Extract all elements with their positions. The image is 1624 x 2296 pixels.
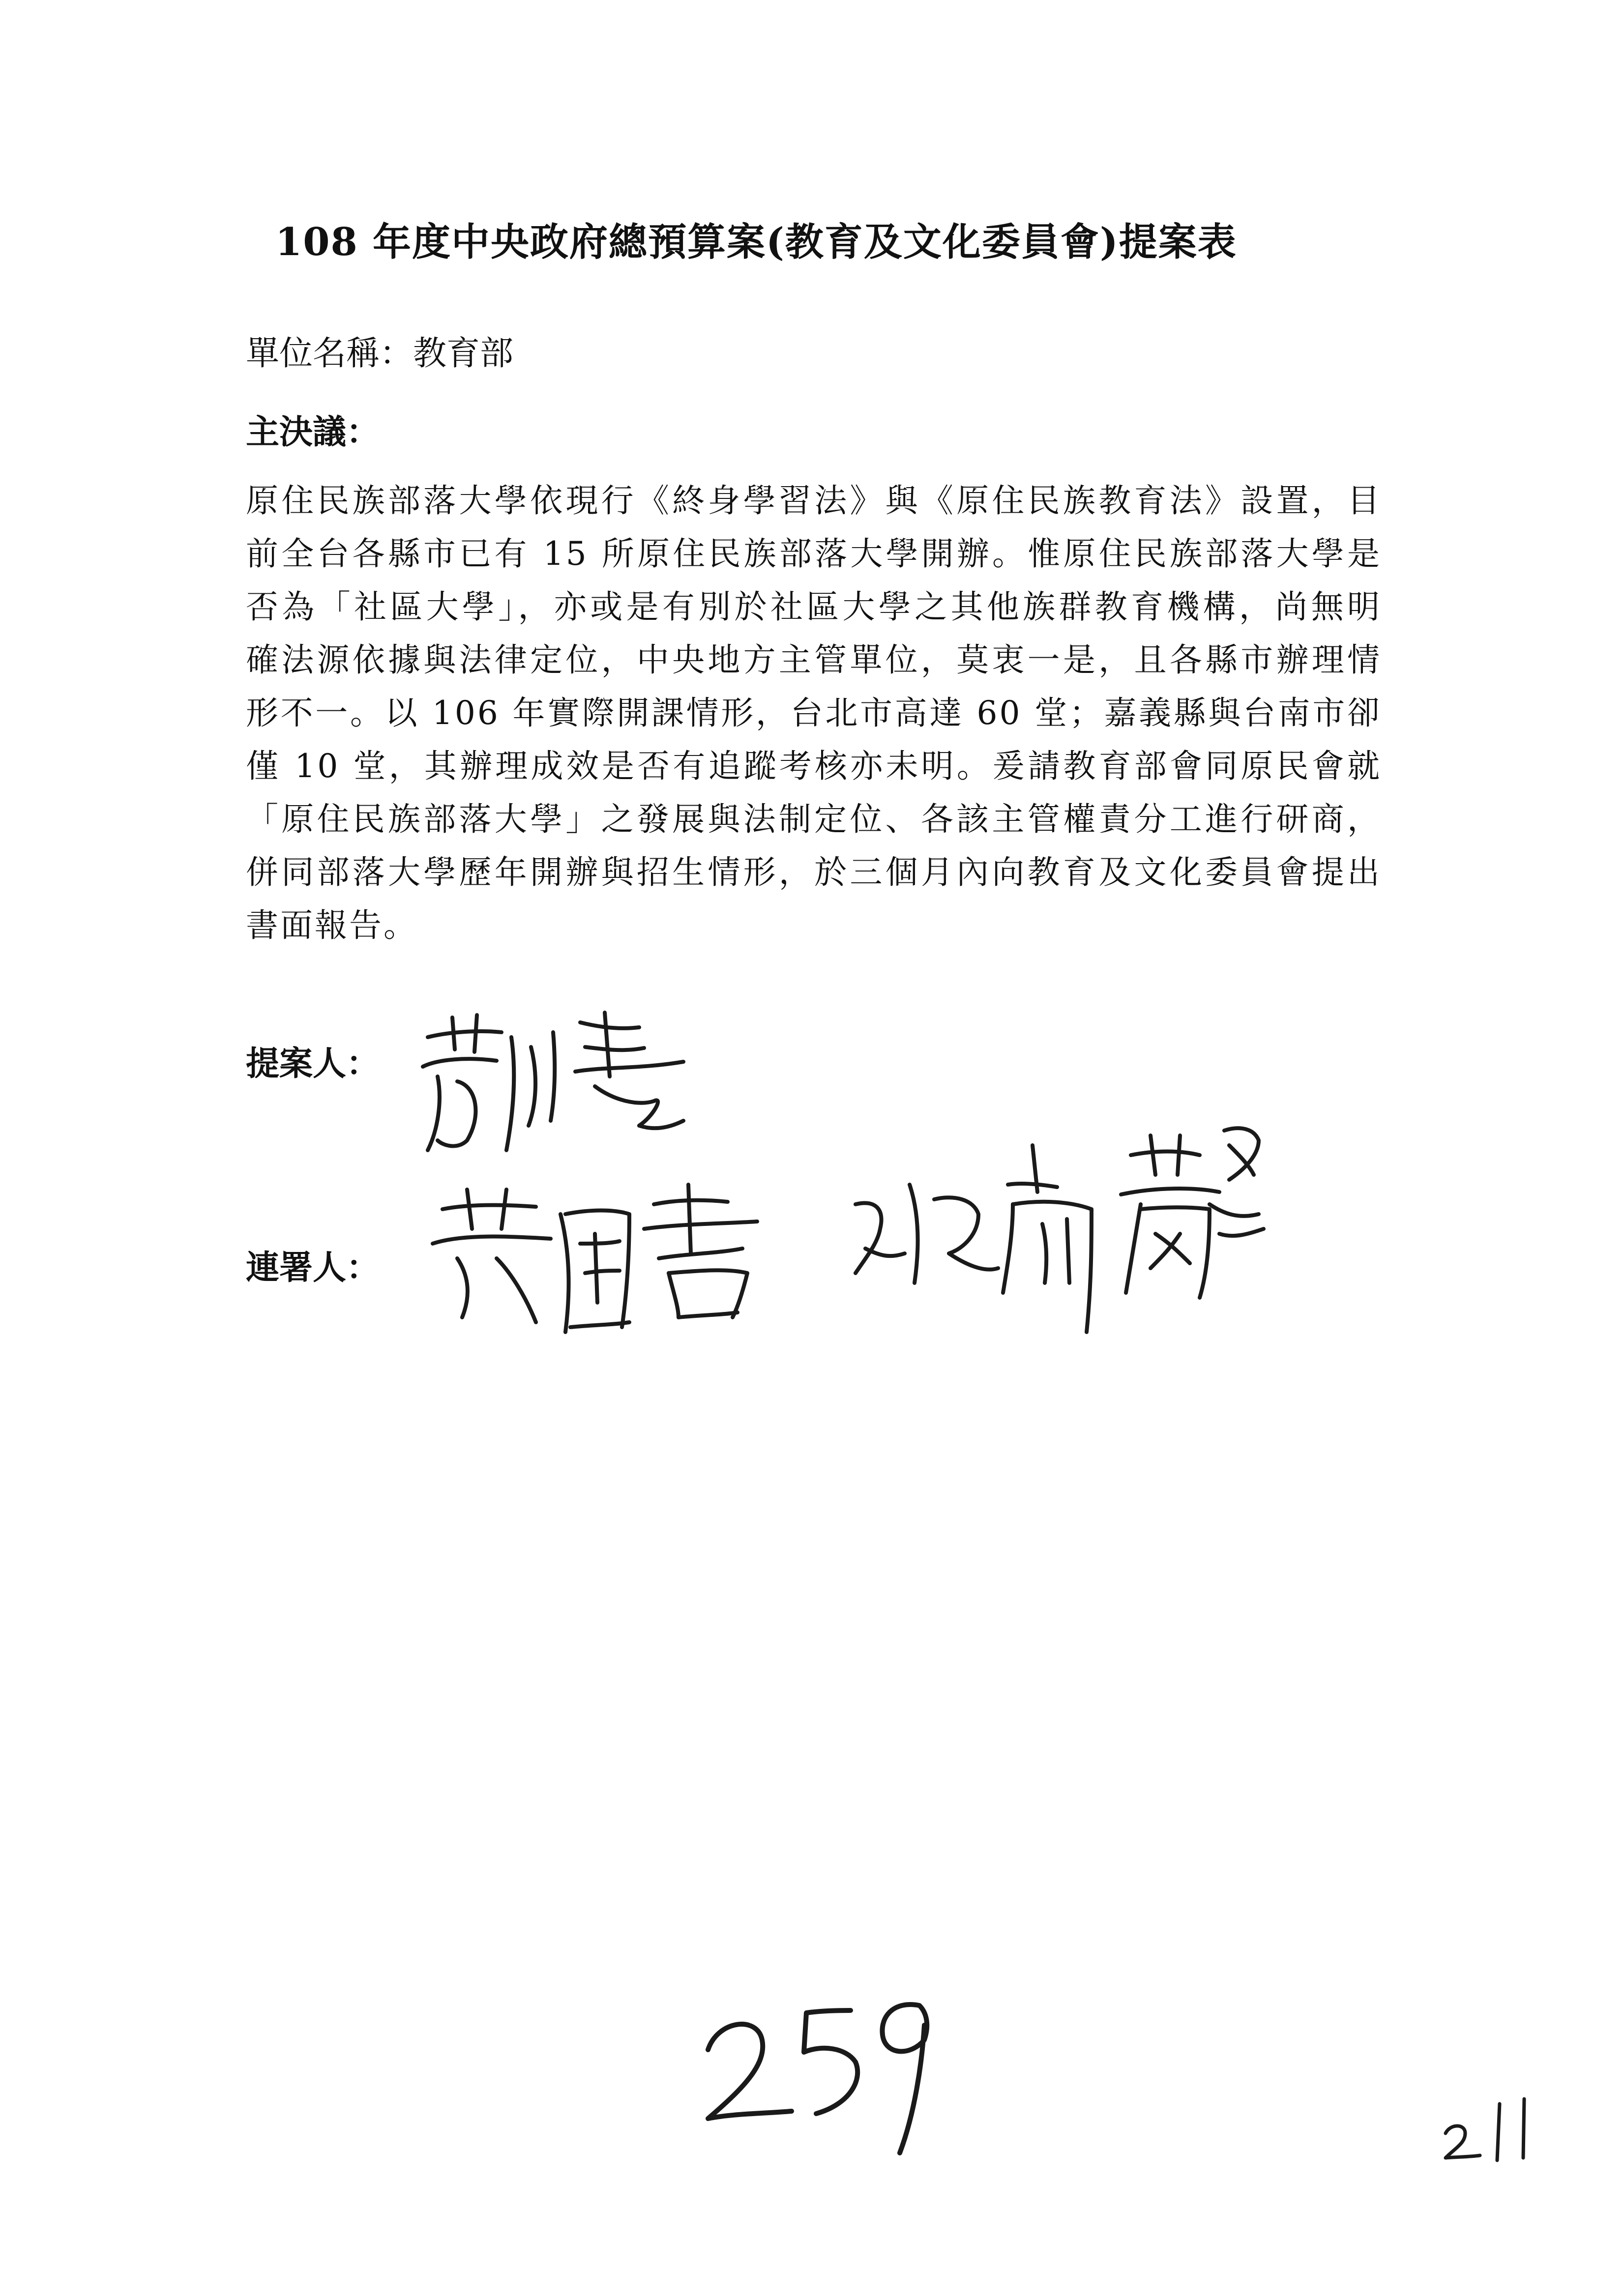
proposer-label: 提案人：: [246, 1044, 380, 1083]
body-line: 僅 10 堂，其辦理成效是否有追蹤考核亦未明。爰請教育部會同原民會就: [246, 747, 1382, 785]
body-line: 「原住民族部落大學」之發展與法制定位、各該主管權責分工進行研商，: [246, 800, 1382, 838]
body-line: 書面報告。: [246, 906, 418, 944]
cosigner-label: 連署人：: [246, 1248, 380, 1287]
body-line: 前全台各縣市已有 15 所原住民族部落大學開辦。惟原住民族部落大學是: [246, 535, 1382, 573]
handwritten-page-number: [688, 1966, 964, 2173]
handwritten-corner-number: [1436, 2074, 1554, 2173]
unit-name-line: 單位名稱：教育部: [246, 334, 514, 373]
document-title: 108 年度中央政府總預算案(教育及文化委員會)提案表: [275, 220, 1237, 264]
cosigner-signature-2: [836, 1086, 1278, 1362]
body-line: 併同部落大學歷年開辦與招生情形，於三個月內向教育及文化委員會提出: [246, 853, 1382, 891]
body-line: 確法源依據與法律定位，中央地方主管單位，莫衷一是，且各縣市辦理情: [246, 641, 1382, 679]
resolution-heading: 主決議：: [246, 412, 380, 452]
body-line: 原住民族部落大學依現行《終身學習法》與《原住民族教育法》設置，目: [246, 482, 1382, 520]
body-line: 形不一。以 106 年實際開課情形，台北市高達 60 堂；嘉義縣與台南市卻: [246, 694, 1382, 732]
resolution-body: [246, 474, 1382, 952]
body-line: 否為「社區大學」，亦或是有別於社區大學之其他族群教育機構，尚無明: [246, 588, 1382, 626]
proposer-signature: [408, 1003, 713, 1180]
cosigner-signature-1: [423, 1175, 777, 1352]
